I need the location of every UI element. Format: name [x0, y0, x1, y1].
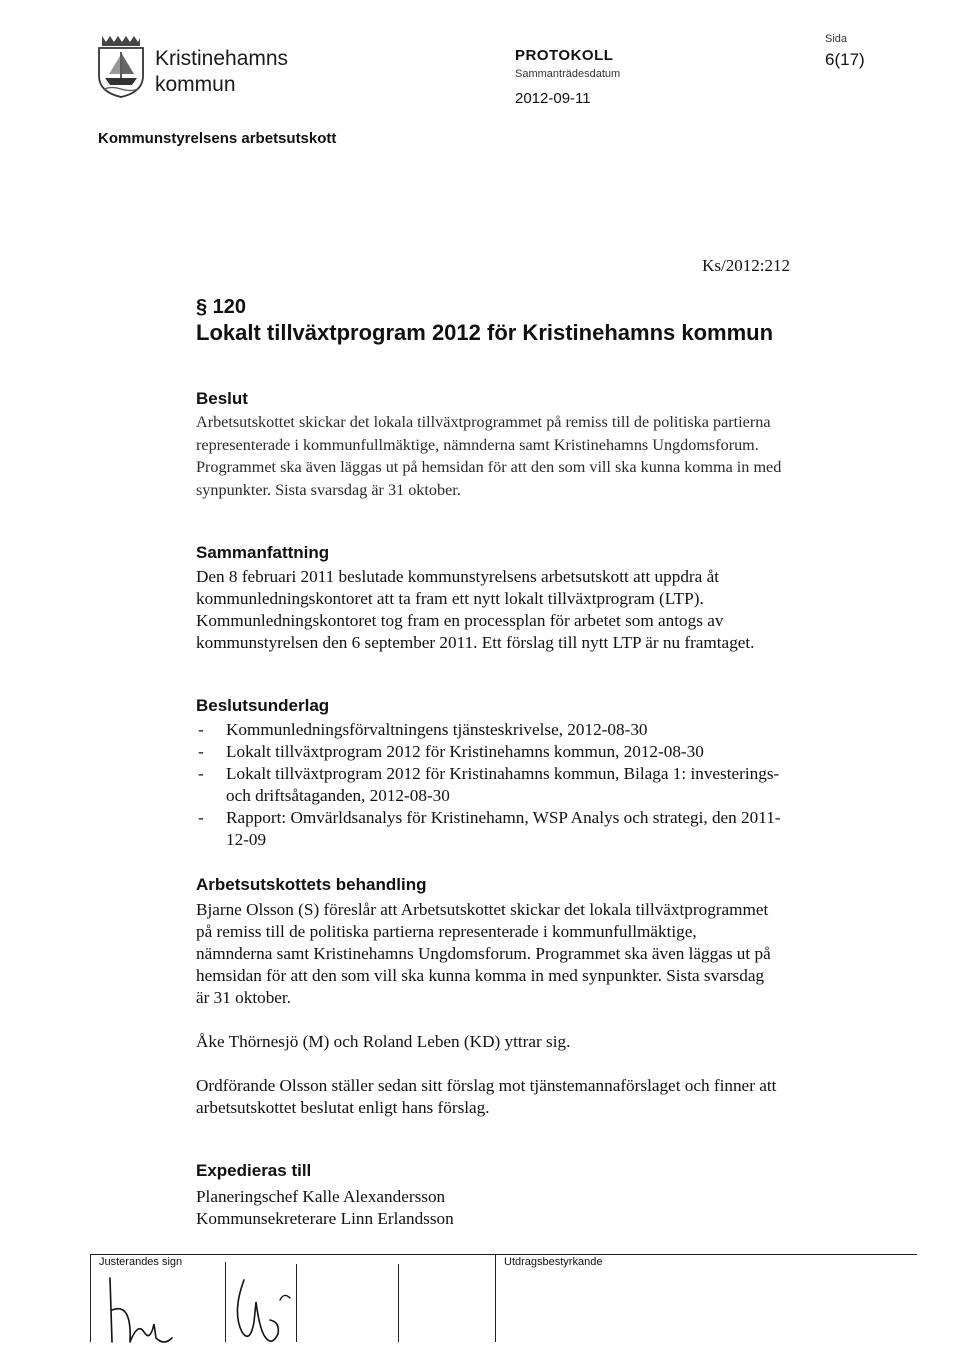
sammanfattning-text: Den 8 februari 2011 beslutade kommunstyrelsens arbetsutskott att uppdra åt kommunledningskontoret att ta fram ett nytt lokalt tillväxtprogram (LTP). Kommunledningskontoret tog fram en processplan för arbetet som antogs av kommunstyrelsen den 6 september 2011. Ett förslag till nytt LTP är nu framtaget.	[196, 567, 755, 652]
beslutsunderlag-heading: Beslutsunderlag	[196, 696, 330, 715]
list-item: - Lokalt tillväxtprogram 2012 för Kristinahamns kommun, Bilaga 1: investerings- och driftsåtaganden, 2012-08-30	[198, 764, 780, 805]
list-item-text: Lokalt tillväxtprogram 2012 för Kristinahamns kommun, Bilaga 1: investerings- och driftsåtaganden, 2012-08-30	[226, 764, 780, 805]
organization-name	[155, 46, 288, 98]
municipal-crest-logo	[96, 34, 146, 98]
meeting-date: 2012-09-11	[515, 90, 591, 107]
recipient: Planeringschef Kalle Alexandersson	[196, 1187, 446, 1206]
list-item: - Rapport: Omvärldsanalys för Kristinehamn, WSP Analys och strategi, den 2011-12-09	[198, 808, 781, 849]
beslut-heading: Beslut	[196, 389, 248, 408]
expedieras-heading: Expedieras till	[196, 1161, 312, 1180]
page-number: 6(17)	[825, 50, 865, 69]
behandling-heading: Arbetsutskottets behandling	[196, 875, 427, 894]
footer-divider-vertical	[495, 1254, 496, 1342]
list-item-text: Rapport: Omvärldsanalys för Kristinehamn, WSP Analys och strategi, den 2011-12-09	[226, 808, 781, 849]
behandling-paragraph: Bjarne Olsson (S) föreslår att Arbetsutskottet skickar det lokala tillväxtprogrammet på remiss till de politiska partierna representerade i kommunfullmäktige, nämnderna samt Kristinehamns Ungdomsforum. Programmet ska även läggas ut på hemsidan för att den som vill ska kunna komma in med synpunkter. Sista svarsdag är 31 oktober.	[196, 900, 771, 1007]
list-item: - Kommunledningsförvaltningens tjänsteskrivelse, 2012-08-30	[198, 720, 648, 739]
handwritten-initials	[104, 1272, 344, 1352]
committee-name: Kommunstyrelsens arbetsutskott	[98, 130, 337, 147]
footer-divider	[90, 1254, 917, 1255]
sammanfattning-heading: Sammanfattning	[196, 543, 330, 562]
beslutsunderlag-list	[196, 719, 796, 851]
meeting-date-label: Sammanträdesdatum	[515, 68, 621, 80]
footer-divider-vertical	[398, 1264, 399, 1342]
extract-certification-label: Utdragsbestyrkande	[504, 1256, 603, 1268]
organization-name-line-1: Kristinehamns	[155, 47, 289, 70]
list-item-text: Kommunledningsförvaltningens tjänsteskrivelse, 2012-08-30	[226, 720, 648, 739]
list-item-text: Lokalt tillväxtprogram 2012 för Kristinehamns kommun, 2012-08-30	[226, 742, 704, 761]
recipient-list	[196, 1186, 796, 1230]
section-number: § 120	[196, 296, 247, 318]
recipient: Kommunsekreterare Linn Erlandsson	[196, 1209, 454, 1228]
page-label: Sida	[825, 33, 848, 45]
beslut-text: Arbetsutskottet skickar det lokala tillväxtprogrammet på remiss till de politiska partierna representerade i kommunfullmäktige, nämnderna samt Kristinehamns Ungdomsforum. Programmet ska även läggas ut på hemsidan för att den som vill ska kunna komma in med synpunkter. Sista svarsdag är 31 oktober.	[196, 413, 782, 499]
organization-name-line-2: kommun	[155, 73, 236, 96]
list-item: - Lokalt tillväxtprogram 2012 för Kristinehamns kommun, 2012-08-30	[198, 742, 704, 761]
document-type: PROTOKOLL	[515, 47, 614, 64]
footer-border-left	[90, 1254, 91, 1342]
behandling-paragraph: Ordförande Olsson ställer sedan sitt förslag mot tjänstemannaförslaget och finner att arbetsutskottet beslutat enligt hans förslag.	[196, 1076, 777, 1117]
section-title: Lokalt tillväxtprogram 2012 för Kristinehamns kommun	[196, 320, 774, 345]
behandling-paragraph: Åke Thörnesjö (M) och Roland Leben (KD) yttrar sig.	[196, 1032, 571, 1051]
signature-label: Justerandes sign	[99, 1256, 183, 1268]
case-number: Ks/2012:212	[702, 256, 790, 275]
